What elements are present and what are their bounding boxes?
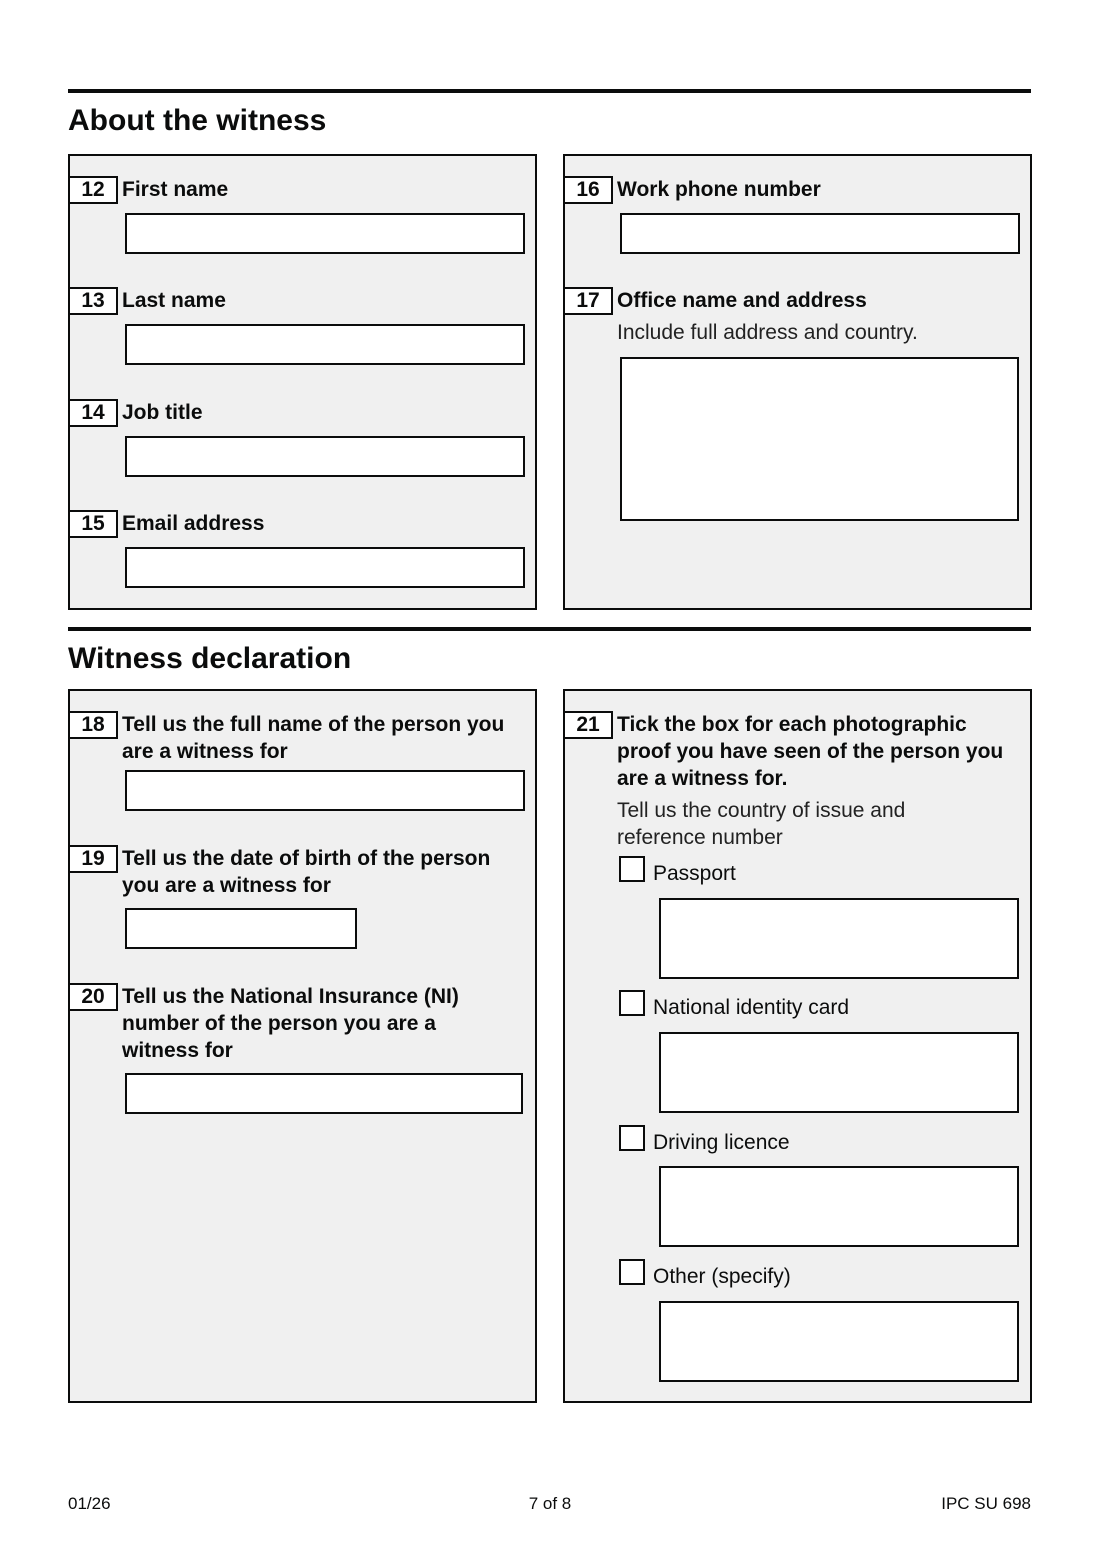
other-proof-checkbox[interactable] [619, 1259, 645, 1285]
dob-label-line2: you are a witness for [122, 874, 331, 897]
panel-witness-office [563, 154, 1032, 610]
question-number: 17 [565, 287, 613, 315]
national-identity-card-label: National identity card [653, 996, 850, 1019]
panel-person-details [68, 689, 537, 1403]
person-full-name-field[interactable] [125, 770, 525, 811]
first-name-field[interactable] [125, 213, 525, 254]
driving-licence-details-field[interactable] [659, 1166, 1019, 1247]
other-proof-details-field[interactable] [659, 1301, 1019, 1382]
panel-witness-details [68, 154, 537, 610]
footer-page-number: 7 of 8 [528, 1494, 572, 1513]
work-phone-field[interactable] [620, 213, 1020, 254]
proof-hint-line1: Tell us the country of issue and [617, 799, 906, 822]
other-proof-label: Other (specify) [653, 1265, 791, 1288]
section-title-declaration: Witness declaration [68, 642, 352, 675]
office-label: Office name and address [617, 289, 867, 312]
question-number: 16 [565, 176, 613, 204]
ni-label-line1: Tell us the National Insurance (NI) [122, 985, 459, 1008]
question-number: 19 [70, 845, 118, 873]
passport-details-field[interactable] [659, 898, 1019, 979]
job-title-label: Job title [122, 401, 203, 424]
driving-licence-checkbox[interactable] [619, 1125, 645, 1151]
email-label: Email address [122, 512, 265, 535]
work-phone-label: Work phone number [617, 178, 821, 201]
question-number: 18 [70, 711, 118, 739]
proof-label-line2: proof you have seen of the person you [617, 740, 1004, 763]
national-identity-card-checkbox[interactable] [619, 990, 645, 1016]
question-number: 15 [70, 510, 118, 538]
passport-checkbox[interactable] [619, 856, 645, 882]
full-name-label-line1: Tell us the full name of the person you [122, 713, 505, 736]
first-name-label: First name [122, 178, 229, 201]
driving-licence-label: Driving licence [653, 1131, 790, 1154]
question-number: 21 [565, 711, 613, 739]
ni-number-field[interactable] [125, 1073, 523, 1114]
section-rule-about [68, 89, 1031, 93]
question-number: 12 [70, 176, 118, 204]
footer-date-code: 01/26 [68, 1494, 111, 1513]
question-number: 20 [70, 983, 118, 1011]
dob-label-line1: Tell us the date of birth of the person [122, 847, 491, 870]
section-title-about: About the witness [68, 104, 327, 137]
office-address-field[interactable] [620, 357, 1019, 521]
full-name-label-line2: are a witness for [122, 740, 288, 763]
passport-label: Passport [653, 862, 736, 885]
date-of-birth-field[interactable] [125, 908, 357, 949]
national-identity-card-details-field[interactable] [659, 1032, 1019, 1113]
ni-label-line2: number of the person you are a [122, 1012, 436, 1035]
question-number: 13 [70, 287, 118, 315]
section-rule-declaration [68, 627, 1031, 631]
question-number: 14 [70, 399, 118, 427]
footer-form-reference: IPC SU 698 [941, 1494, 1031, 1513]
ni-label-line3: witness for [122, 1039, 233, 1062]
last-name-field[interactable] [125, 324, 525, 365]
office-hint: Include full address and country. [617, 321, 918, 344]
proof-label-line3: are a witness for. [617, 767, 788, 790]
last-name-label: Last name [122, 289, 226, 312]
job-title-field[interactable] [125, 436, 525, 477]
panel-photographic-proof [563, 689, 1032, 1403]
proof-label-line1: Tick the box for each photographic [617, 713, 967, 736]
email-field[interactable] [125, 547, 525, 588]
proof-hint-line2: reference number [617, 826, 783, 849]
